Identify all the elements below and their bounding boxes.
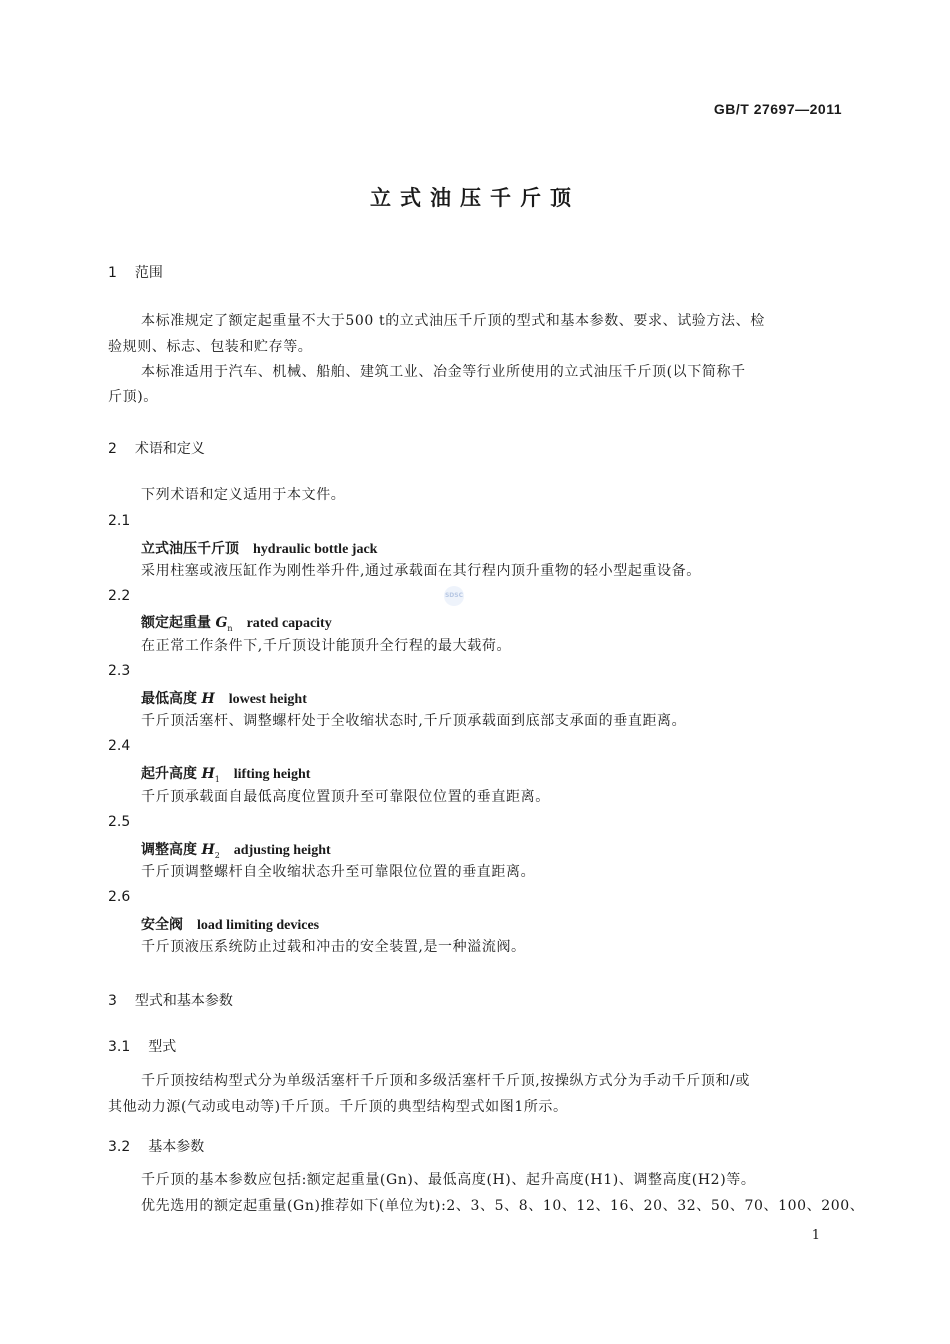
term-heading (141, 688, 307, 708)
term-number: 2.4 (108, 738, 131, 754)
term-definition: 采用柱塞或液压缸作为刚性举升件,通过承载面在其行程内顶升重物的轻小型起重设备。 (141, 563, 701, 579)
section-title: 术语和定义 (134, 441, 205, 457)
term-heading (141, 538, 377, 558)
term-symbol: H (201, 691, 215, 707)
term-english: hydraulic bottle jack (253, 542, 378, 557)
paragraph-line: 下列术语和定义适用于本文件。 (141, 487, 346, 503)
term-heading (141, 839, 331, 860)
section-number: 1 (108, 265, 117, 281)
standard-code: GB/T 27697—2011 (713, 101, 842, 117)
term-heading (141, 612, 332, 633)
term-symbol-subscript: 1 (214, 774, 220, 784)
subsection-3-2-heading (108, 1136, 204, 1156)
section-2-heading (108, 438, 205, 458)
term-chinese: 额定起重量 (141, 615, 211, 631)
paragraph-line: 千斤顶的基本参数应包括:额定起重量(Gn)、最低高度(H)、起升高度(H1)、调整高度(H2)等。 (141, 1172, 756, 1188)
term-chinese: 最低高度 (141, 691, 197, 707)
watermark-logo: SDSC (444, 586, 464, 606)
paragraph-line: 优先选用的额定起重量(Gn)推荐如下(单位为t):2、3、5、8、10、12、16、20、32、50、70、100、200、 (141, 1198, 865, 1214)
paragraph-line: 千斤顶按结构型式分为单级活塞杆千斤顶和多级活塞杆千斤顶,按操纵方式分为手动千斤顶和/或 (141, 1073, 750, 1089)
term-number: 2.5 (108, 814, 131, 830)
subsection-3-1-heading (108, 1036, 176, 1056)
paragraph-line: 验规则、标志、包装和贮存等。 (108, 339, 313, 355)
section-number: 3 (108, 993, 117, 1009)
term-symbol: G (215, 615, 228, 631)
term-english: rated capacity (246, 616, 332, 631)
term-chinese: 起升高度 (141, 766, 197, 782)
section-number: 3.2 (108, 1139, 131, 1155)
term-definition: 千斤顶活塞杆、调整螺杆处于全收缩状态时,千斤顶承载面到底部支承面的垂直距离。 (141, 713, 687, 729)
section-1-heading (108, 262, 163, 282)
term-symbol: H (201, 842, 215, 858)
term-heading (141, 763, 310, 784)
paragraph-line: 本标准适用于汽车、机械、船舶、建筑工业、冶金等行业所使用的立式油压千斤顶(以下简称千 (141, 364, 746, 380)
term-number: 2.6 (108, 889, 131, 905)
paragraph-line: 其他动力源(气动或电动等)千斤顶。千斤顶的典型结构型式如图1所示。 (108, 1099, 568, 1115)
term-definition: 千斤顶调整螺杆自全收缩状态升至可靠限位位置的垂直距离。 (141, 864, 536, 880)
section-number: 2 (108, 441, 117, 457)
section-title: 型式 (148, 1039, 177, 1055)
term-number: 2.1 (108, 513, 131, 529)
term-heading (141, 914, 319, 934)
term-symbol-subscript: n (227, 623, 233, 633)
term-chinese: 安全阀 (141, 917, 183, 933)
term-chinese: 立式油压千斤顶 (141, 541, 239, 557)
term-definition: 在正常工作条件下,千斤顶设计能顶升全行程的最大载荷。 (141, 638, 512, 654)
section-number: 3.1 (108, 1039, 131, 1055)
paragraph-line: 斤顶)。 (108, 389, 158, 405)
page-number: 1 (811, 1228, 820, 1243)
term-number: 2.3 (108, 663, 131, 679)
term-english: lifting height (233, 767, 311, 782)
term-english: adjusting height (233, 843, 331, 858)
term-definition: 千斤顶液压系统防止过载和冲击的安全装置,是一种溢流阀。 (141, 939, 526, 955)
term-english: load limiting devices (197, 918, 320, 933)
term-number: 2.2 (108, 588, 131, 604)
section-title: 型式和基本参数 (134, 993, 233, 1009)
term-english: lowest height (228, 692, 307, 707)
term-symbol: H (201, 766, 215, 782)
document-title: 立式油压千斤顶 (370, 186, 580, 210)
section-3-heading (108, 990, 233, 1010)
section-title: 范围 (134, 265, 163, 281)
term-symbol-subscript: 2 (214, 850, 220, 860)
term-definition: 千斤顶承载面自最低高度位置顶升至可靠限位位置的垂直距离。 (141, 789, 550, 805)
section-title: 基本参数 (148, 1139, 205, 1155)
paragraph-line: 本标准规定了额定起重量不大于500 t的立式油压千斤顶的型式和基本参数、要求、试验方法、检 (141, 313, 765, 329)
term-chinese: 调整高度 (141, 842, 197, 858)
